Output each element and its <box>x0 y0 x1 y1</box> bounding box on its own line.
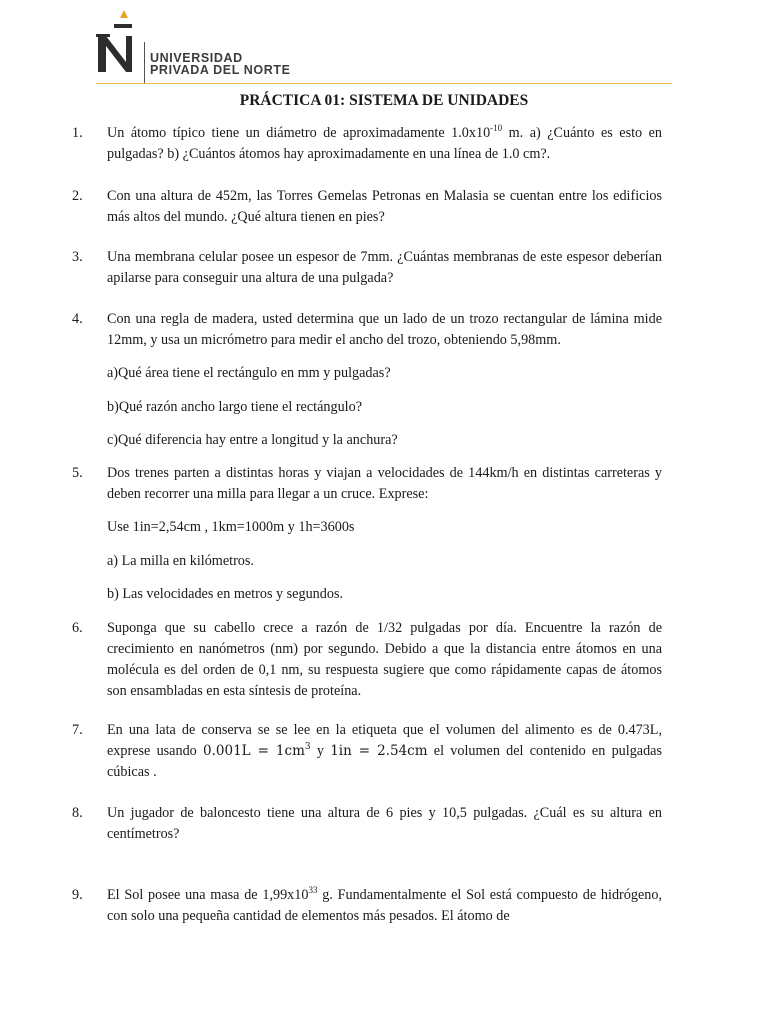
exercise-number: 3. <box>72 249 83 265</box>
exercise-5 <box>72 463 662 505</box>
exercise-number: 2. <box>72 188 83 204</box>
equation-inches: 1in = 2.54cm <box>330 743 428 759</box>
header-rule <box>96 83 672 84</box>
exercise-text: Suponga que su cabello crece a razón de 1/32 pulgadas por día. Encuentre la razón de crecimiento en nanómetros (nm) por segundo. Debido a que la distancia entre átomos en una molécula es del orden de 0,1 nm, su respuesta sugiere que como rápidamente capas de átomos son ensambladas en esta síntesis de proteína. <box>107 620 662 699</box>
exercise-4-part-b: b)Qué razón ancho largo tiene el rectángulo? <box>107 399 362 415</box>
exercise-number: 1. <box>72 125 83 141</box>
exercise-8 <box>72 803 662 845</box>
exercise-2 <box>72 186 662 228</box>
page-title: PRÁCTICA 01: SISTEMA DE UNIDADES <box>239 92 529 109</box>
exercise-number: 5. <box>72 465 83 481</box>
exercise-text: El Sol posee una masa de $1,99x10^{33}$ g. Fundamentalmente el Sol está compuesto de hidrógeno, con solo una pequeña cantidad de elementos más pesados. El átomo de <box>107 885 662 924</box>
exercise-4-part-c: c)Qué diferencia hay entre a longitud y la anchura? <box>107 432 398 448</box>
university-name: UNIVERSIDAD PRIVADA DEL NORTE <box>150 51 291 77</box>
exercise-text: Una membrana celular posee un espesor de 7mm. ¿Cuántas membranas de este espesor deberían apilarse para conseguir una altura de una pulgada? <box>107 249 662 286</box>
university-logo-icon <box>96 10 140 74</box>
exercise-number: 7. <box>72 722 83 738</box>
exercise-text: En una lata de conserva se se lee en la etiqueta que el volumen del alimento es de 0.473L, exprese usando $0.001L = 1cm^3$ y 1in = 2.54cm el volumen del contenido en pulgadas cúbicas . <box>107 722 662 780</box>
exercise-text: Con una regla de madera, usted determina que un lado de un trozo rectangular de lámina mide 12mm, y usa un micrómetro para medir el ancho del trozo, obteniendo 5,98mm. <box>107 311 662 348</box>
exercise-number: 4. <box>72 311 83 327</box>
exercise-9 <box>72 885 662 927</box>
exercise-text: Un átomo típico tiene un diámetro de aproximadamente $1.0x10^{-10}$ m. a) ¿Cuánto es esto en pulgadas? b) ¿Cuántos átomos hay aproximadamente en una línea de 1.0 cm?. <box>107 123 662 162</box>
logo-divider <box>144 42 145 84</box>
exercise-number: 8. <box>72 805 83 821</box>
exercise-7 <box>72 720 662 783</box>
exercise-4 <box>72 309 662 351</box>
exercise-text: Un jugador de baloncesto tiene una altura de 6 pies y 10,5 pulgadas. ¿Cuál es su altura en centímetros? <box>107 805 662 842</box>
exercise-5-part-a: a) La milla en kilómetros. <box>107 553 254 569</box>
exercise-text: Con una altura de 452m, las Torres Gemelas Petronas en Malasia se cuentan entre los edificios más altos del mundo. ¿Qué altura tienen en pies? <box>107 188 662 225</box>
exercise-4-part-a: a)Qué área tiene el rectángulo en mm y pulgadas? <box>107 365 391 381</box>
exercise-6 <box>72 618 662 702</box>
exercise-text: Dos trenes parten a distintas horas y viajan a velocidades de 144km/h en distintas carreteras y deben recorrer una milla para llegar a un cruce. Exprese: <box>107 465 662 502</box>
exercise-number: 6. <box>72 620 83 636</box>
exercise-1 <box>72 123 662 165</box>
header <box>96 10 671 84</box>
exercise-number: 9. <box>72 887 83 903</box>
exercise-5-units: Use 1in=2,54cm , 1km=1000m y 1h=3600s <box>107 519 355 535</box>
equation-liters: $0.001L = 1cm^3$ <box>203 742 311 759</box>
exercise-5-part-b: b) Las velocidades en metros y segundos. <box>107 586 344 602</box>
exercise-3 <box>72 247 662 289</box>
